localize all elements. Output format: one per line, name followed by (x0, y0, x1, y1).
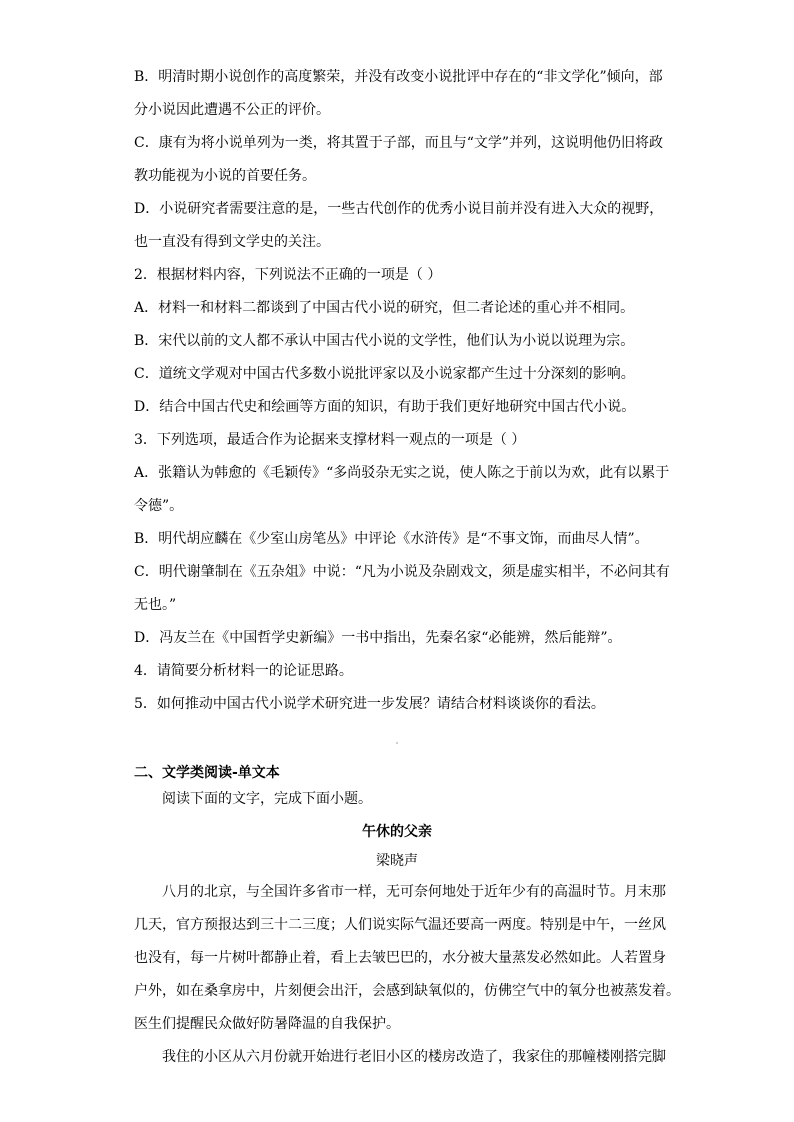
option-b-line-1: B．明清时期小说创作的高度繁荣，并没有改变小说批评中存在的“非文学化”倾向，部 (134, 69, 663, 85)
q3-option-a-line-2: 令德”。 (134, 498, 184, 514)
q2-option-c: C．道统文学观对中国古代多数小说批评家以及小说家都产生过十分深刻的影响。 (134, 366, 635, 382)
option-c-line-1: C．康有为将小说单列为一类，将其置于子部，而且与“文学”并列，这说明他仍旧将政 (134, 135, 664, 151)
option-d-line-2: 也一直没有得到文学史的关注。 (134, 234, 330, 250)
story-author: 梁晓声 (376, 853, 418, 869)
story-paragraph-1-line-4: 户外，如在桑拿房中，片刻便会出汗，会感到缺氧似的，仿佛空气中的氧分也被蒸发着。 (134, 983, 680, 999)
story-paragraph-1-line-2: 几天，官方预报达到三十二三度；人们说实际气温还要高一两度。特别是中午，一丝风 (134, 917, 666, 933)
q3-option-d: D．冯友兰在《中国哲学史新编》一书中指出，先秦名家“必能辨，然后能辩”。 (134, 630, 622, 646)
q3-option-a-line-1: A．张籍认为韩愈的《毛颖传》“多尚驳杂无实之说，使人陈之于前以为欢，此有以累于 (134, 465, 670, 481)
section-instruction: 阅读下面的文字，完成下面小题。 (162, 791, 372, 807)
q2-option-a: A．材料一和材料二都谈到了中国古代小说的研究，但二者论述的重心并不相同。 (134, 300, 635, 316)
story-paragraph-1-line-1: 八月的北京，与全国许多省市一样，无可奈何地处于近年少有的高温时节。月末那 (162, 884, 666, 900)
option-d-line-1: D．小说研究者需要注意的是，一些古代创作的优秀小说目前并没有进入大众的视野， (134, 201, 664, 217)
question-3: 3．下列选项，最适合作为论据来支撑材料一观点的一项是（ ） (134, 432, 526, 448)
q2-option-b: B．宋代以前的文人都不承认中国古代小说的文学性，他们认为小说以说理为宗。 (134, 333, 635, 349)
story-paragraph-1-line-5: 医生们提醒民众做好防暑降温的自我保护。 (134, 1016, 400, 1032)
q3-option-b: B．明代胡应麟在《少室山房笔丛》中评论《水浒传》是“不事文饰，而曲尽人情”。 (134, 531, 649, 547)
page-mark (396, 742, 398, 744)
option-b-line-2: 分小说因此遭遇不公正的评价。 (134, 102, 330, 118)
story-title: 午休的父亲 (362, 824, 432, 840)
story-paragraph-1-line-3: 也没有，每一片树叶都静止着，看上去皱巴巴的，水分被大量蒸发必然如此。人若置身 (134, 950, 666, 966)
section-heading: 二、文学类阅读-单文本 (134, 765, 280, 781)
question-5: 5．如何推动中国古代小说学术研究进一步发展？请结合材料谈谈你的看法。 (134, 696, 605, 712)
q2-option-d: D．结合中国古代史和绘画等方面的知识，有助于我们更好地研究中国古代小说。 (134, 399, 636, 415)
story-paragraph-2-line-1: 我住的小区从六月份就开始进行老旧小区的楼房改造了，我家住的那幢楼刚搭完脚 (162, 1049, 666, 1065)
option-c-line-2: 教功能视为小说的首要任务。 (134, 168, 316, 184)
question-2: 2．根据材料内容，下列说法不正确的一项是（ ） (134, 267, 442, 283)
q3-option-c-line-2: 无也。” (134, 597, 177, 613)
question-4: 4．请简要分析材料一的论证思路。 (134, 663, 353, 679)
q3-option-c-line-1: C．明代谢肇制在《五杂俎》中说：“凡为小说及杂剧戏文，须是虚实相半，不必问其有 (134, 564, 670, 580)
